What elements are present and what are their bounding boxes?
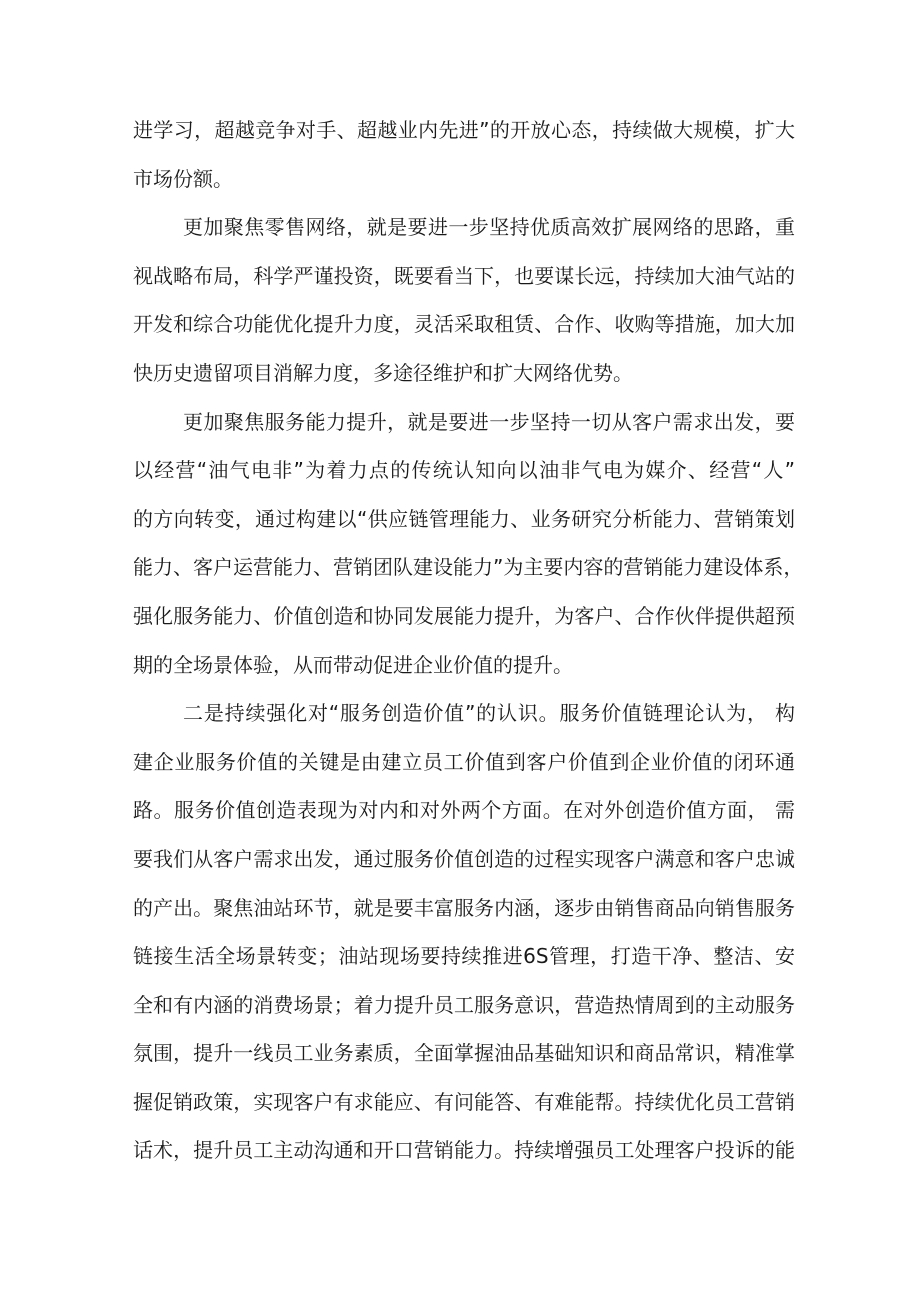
paragraph-line: 路。服务价值创造表现为对内和对外两个方面。在对外创造价值方面， 需 [133, 798, 795, 823]
paragraph-line: 的方向转变，通过构建以“供应链管理能力、业务研究分析能力、营销策划 [133, 506, 795, 531]
paragraph-line: 强化服务能力、价值创造和协同发展能力提升，为客户、合作伙伴提供超预 [133, 603, 795, 628]
paragraph-line: 全和有内涵的消费场景；着力提升员工服务意识，营造热情周到的主动服务 [133, 992, 795, 1017]
paragraph-line: 能力、客户运营能力、营销团队建设能力”为主要内容的营销能力建设体系， [133, 555, 804, 580]
paragraph-line: 氛围，提升一线员工业务素质，全面掌握油品基础知识和商品常识，精准掌 [133, 1041, 795, 1066]
paragraph-line: 的产出。聚焦油站环节，就是要丰富服务内涵，逐步由销售商品向销售服务 [133, 895, 795, 920]
paragraph [133, 203, 795, 397]
paragraph [133, 398, 804, 690]
paragraph-line: 期的全场景体验，从而带动促进企业价值的提升。 [133, 652, 573, 677]
paragraph-line: 市场份额。 [133, 166, 233, 191]
paragraph-line: 建企业服务价值的关键是由建立员工价值到客户价值到企业价值的闭环通 [133, 749, 795, 774]
paragraph [133, 106, 795, 203]
paragraph-line: 进学习，超越竞争对手、超越业内先进”的开放心态，持续做大规模，扩大 [133, 118, 795, 142]
body-text [133, 106, 804, 1175]
paragraph-line: 握促销政策，实现客户有求能应、有问能答、有难能帮。持续优化员工营销 [133, 1089, 795, 1114]
paragraph-line: 视战略布局，科学严谨投资，既要看当下，也要谋长远，持续加大油气站的 [133, 263, 795, 288]
paragraph-line: 话术，提升员工主动沟通和开口营销能力。持续增强员工处理客户投诉的能 [133, 1138, 795, 1163]
paragraph [133, 689, 795, 1175]
paragraph-line: 更加聚焦零售网络，就是要进一步坚持优质高效扩展网络的思路，重 [183, 215, 795, 240]
paragraph-line: 快历史遗留项目消解力度，多途径维护和扩大网络优势。 [133, 360, 633, 385]
paragraph-line: 以经营“油气电非”为着力点的传统认知向以油非气电为媒介、经营“人” [133, 458, 795, 483]
paragraph-line: 更加聚焦服务能力提升，就是要进一步坚持一切从客户需求出发，要 [183, 409, 795, 434]
paragraph-line: 开发和综合功能优化提升力度，灵活采取租赁、合作、收购等措施，加大加 [133, 312, 795, 337]
paragraph-line: 链接生活全场景转变；油站现场要持续推进6S管理，打造干净、整洁、安 [133, 944, 795, 969]
paragraph-line: 要我们从客户需求出发，通过服务价值创造的过程实现客户满意和客户忠诚 [133, 846, 795, 871]
paragraph-line: 二是持续强化对“服务创造价值”的认识。服务价值链理论认为， 构 [183, 701, 795, 726]
